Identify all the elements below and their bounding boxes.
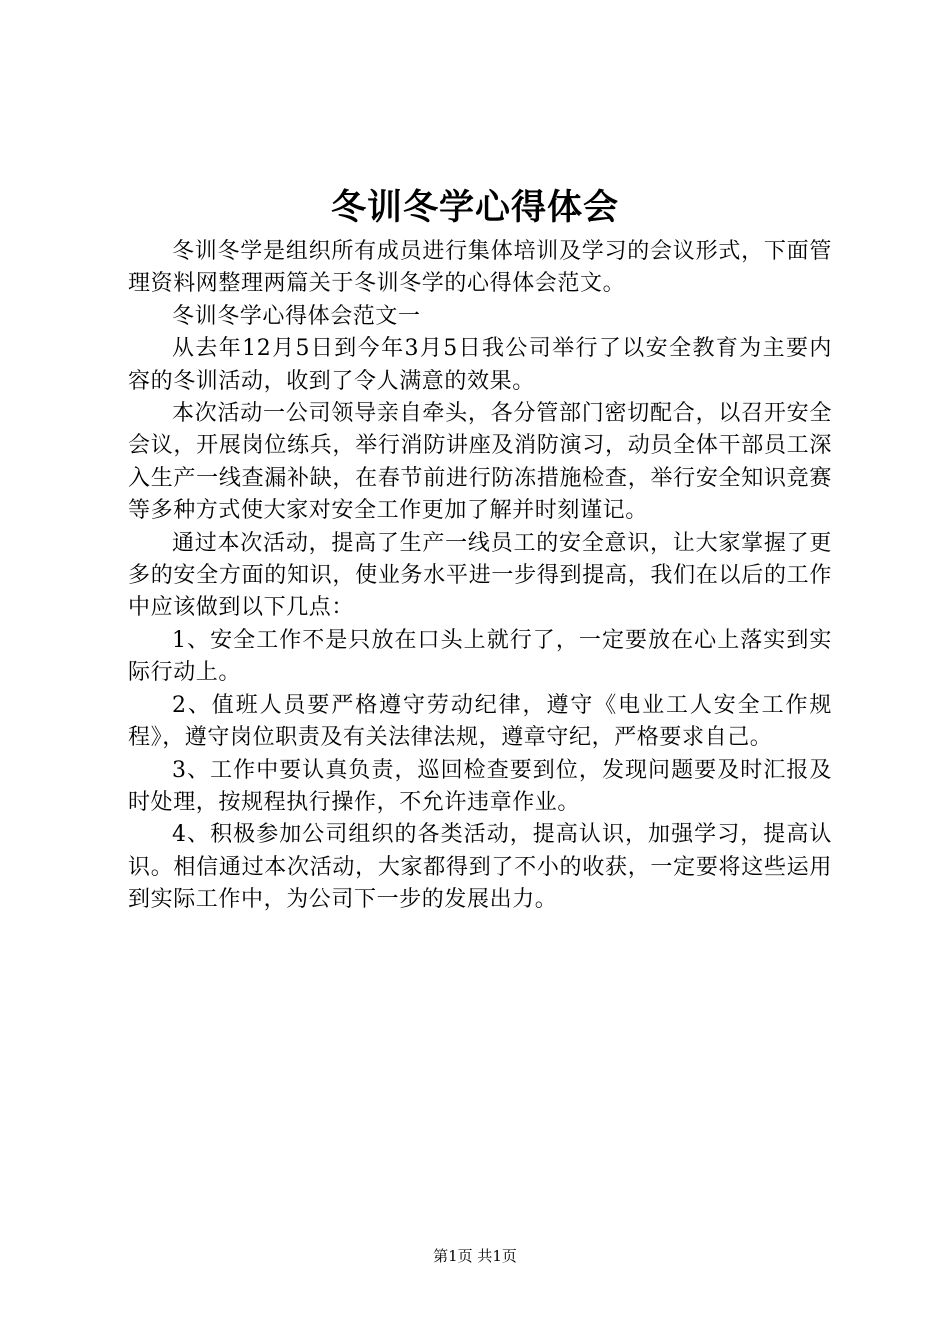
list-item: 2、值班人员要严格遵守劳动纪律，遵守《电业工人安全工作规程》，遵守岗位职责及有关法律法规，遵章守纪，严格要求自己。 [128, 692, 832, 751]
list-item: 1、安全工作不是只放在口头上就行了，一定要放在心上落实到实际行动上。 [128, 627, 832, 686]
list-item: 3、工作中要认真负责，巡回检查要到位，发现问题要及时汇报及时处理，按规程执行操作，不允许违章作业。 [128, 757, 832, 815]
section-heading: 冬训冬学心得体会范文一 [172, 303, 421, 329]
page-number-footer: 第1页 共1页 [433, 1247, 517, 1265]
intro-paragraph: 冬训冬学是组织所有成员进行集体培训及学习的会议形式，下面管理资料网整理两篇关于冬训冬学的心得体会范文。 [128, 239, 832, 297]
document-body [128, 236, 832, 917]
body-paragraph: 通过本次活动，提高了生产一线员工的安全意识，让大家掌握了更多的安全方面的知识，使业务水平进一步得到提高，我们在以后的工作中应该做到以下几点： [128, 530, 832, 621]
body-paragraph: 从去年12月5日到今年3月5日我公司举行了以安全教育为主要内容的冬训活动，收到了令人满意的效果。 [128, 336, 832, 394]
body-paragraph: 本次活动一公司领导亲自牵头，各分管部门密切配合，以召开安全会议，开展岗位练兵，举行消防讲座及消防演习，动员全体干部员工深入生产一线查漏补缺，在春节前进行防冻措施检查，举行安全知识竞赛等多种方式使大家对安全工作更加了解并时刻谨记。 [128, 401, 832, 524]
list-item: 4、积极参加公司组织的各类活动，提高认识，加强学习，提高认识。相信通过本次活动，大家都得到了不小的收获，一定要将这些运用到实际工作中，为公司下一步的发展出力。 [128, 822, 832, 913]
document-title: 冬训冬学心得体会 [330, 187, 619, 228]
